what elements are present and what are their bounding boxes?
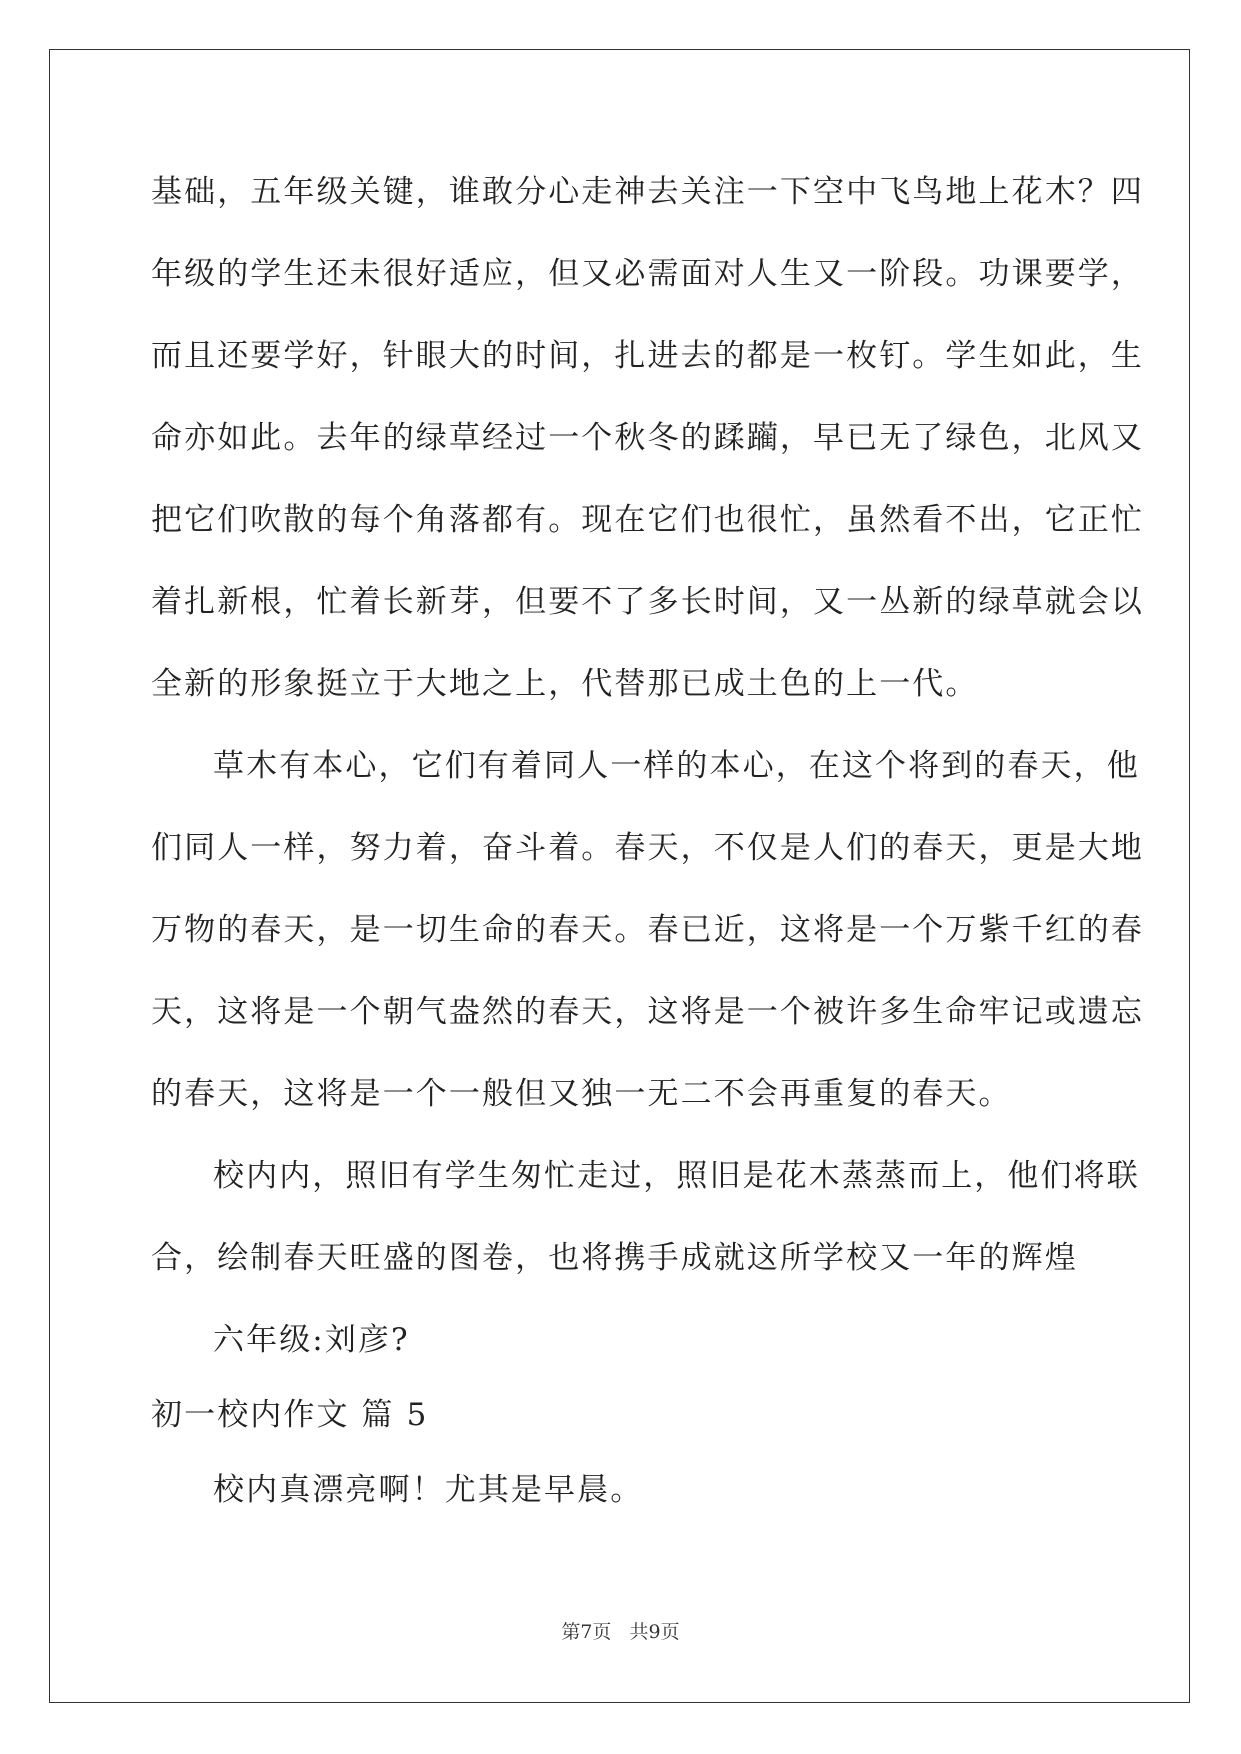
text-line: 而且还要学好，针眼大的时间，扎进去的都是一枚钉。学生如此，生 xyxy=(151,338,1144,374)
text-line: 把它们吹散的每个角落都有。现在它们也很忙，虽然看不出，它正忙 xyxy=(151,502,1144,538)
author-line: 六年级:刘彦? xyxy=(213,1322,410,1358)
paragraph-start-line: 校内内，照旧有学生匆忙走过，照旧是花木蒸蒸而上，他们将联 xyxy=(213,1158,1140,1194)
page-footer xyxy=(0,1620,1241,1644)
text-line: 的春天，这将是一个一般但又独一无二不会再重复的春天。 xyxy=(151,1076,1012,1112)
text-line: 着扎新根，忙着长新芽，但要不了多长时间，又一丛新的绿草就会以 xyxy=(151,584,1144,620)
text-line: 全新的形象挺立于大地之上，代替那已成土色的上一代。 xyxy=(151,666,979,702)
text-line: 天，这将是一个朝气盎然的春天，这将是一个被许多生命牢记或遗忘 xyxy=(151,994,1144,1030)
text-line: 命亦如此。去年的绿草经过一个秋冬的蹂躏，早已无了绿色，北风又 xyxy=(151,420,1144,456)
page-number: 第7页 共9页 xyxy=(561,1621,680,1643)
text-line: 们同人一样，努力着，奋斗着。春天，不仅是人们的春天，更是大地 xyxy=(151,830,1144,866)
text-line: 万物的春天，是一切生命的春天。春已近，这将是一个万紫千红的春 xyxy=(151,912,1144,948)
text-line: 年级的学生还未很好适应，但又必需面对人生又一阶段。功课要学， xyxy=(151,256,1144,292)
document-body xyxy=(151,160,1144,1540)
text-line: 基础，五年级关键，谁敢分心走神去关注一下空中飞鸟地上花木？四 xyxy=(151,174,1144,210)
paragraph-start-line: 校内真漂亮啊！尤其是早晨。 xyxy=(213,1472,644,1508)
section-heading: 初一校内作文 篇 5 xyxy=(151,1397,429,1433)
text-line: 合，绘制春天旺盛的图卷，也将携手成就这所学校又一年的辉煌 xyxy=(151,1240,1078,1276)
paragraph-start-line: 草木有本心，它们有着同人一样的本心，在这个将到的春天，他 xyxy=(213,748,1140,784)
